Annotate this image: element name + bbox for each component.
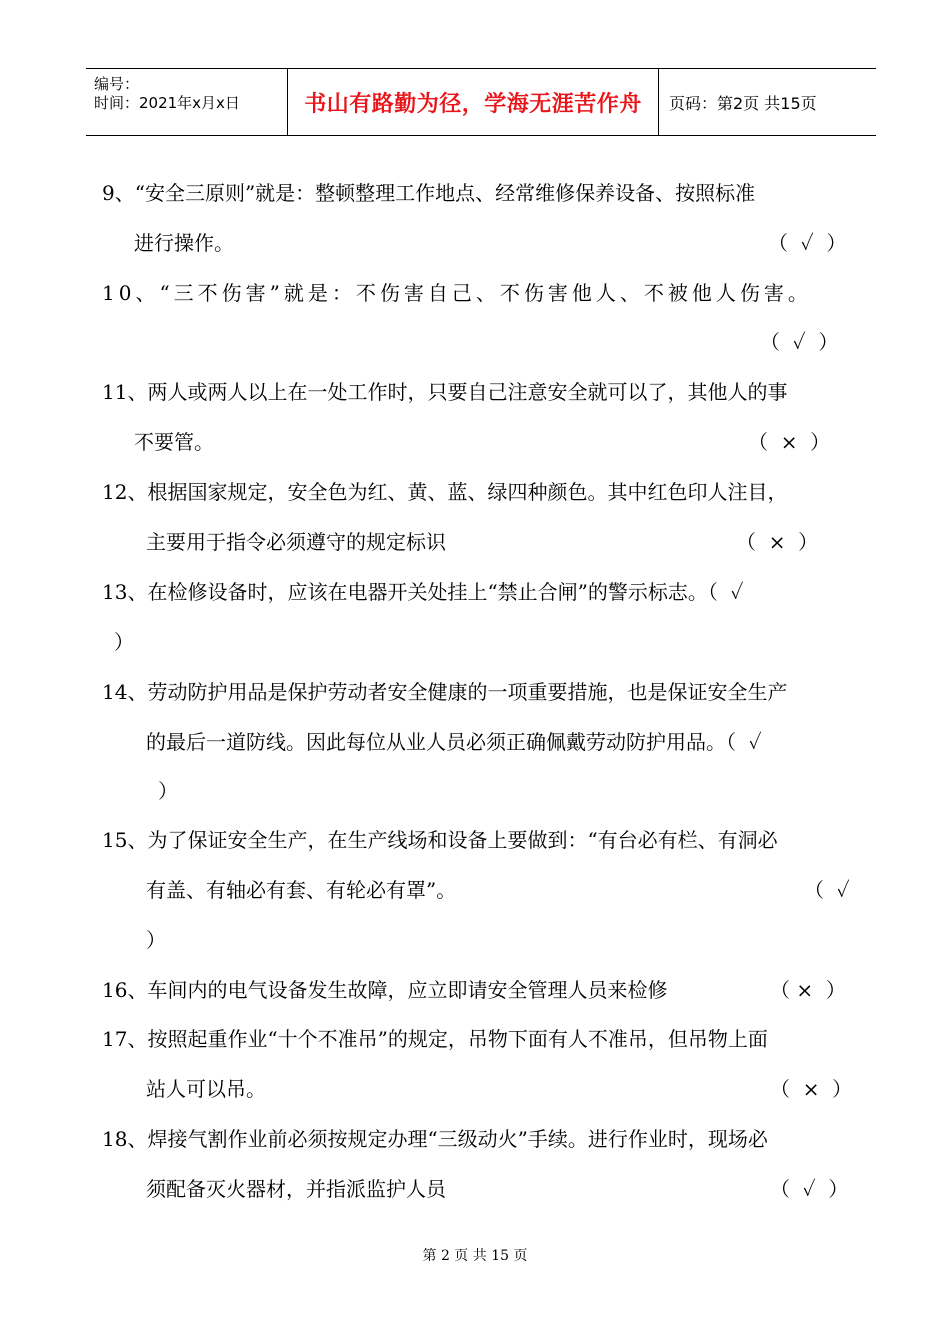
question-18-answer: （ ✓ ） [770, 1177, 849, 1201]
header-meta-cell [86, 69, 288, 135]
question-12-line-2: 主要用于指令必须遵守的规定标识 [146, 530, 446, 554]
question-15-line-1: 15、为了保证安全生产，在生产线场和设备上要做到：“有台必有栏、有洞必 [102, 828, 778, 852]
question-15-line-2: 有盖、有轴必有套、有轮必有罩”。 [146, 878, 457, 902]
question-14-line-3: ） [158, 779, 178, 803]
question-15-line-3: ） [146, 928, 166, 952]
question-17-line-2: 站人可以吊。 [146, 1077, 266, 1101]
header-motto-cell [288, 69, 659, 135]
question-12-answer: （ × ） [736, 530, 819, 554]
question-11-line-2: 不要管。 [134, 430, 214, 454]
question-9-line-1: 9、“安全三原则”就是：整顿整理工作地点、经常维修保养设备、按照标准 [102, 181, 756, 205]
question-13-line-2: ） [114, 630, 134, 654]
question-11-line-1: 11、两人或两人以上在一处工作时，只要自己注意安全就可以了，其他人的事 [102, 380, 788, 404]
question-14-line-2: 的最后一道防线。因此每位从业人员必须正确佩戴劳动防护用品。（ ✓ [146, 730, 762, 754]
time-label: 时间：2021年x月x日 [94, 94, 240, 112]
question-17-line-1: 17、按照起重作业“十个不准吊”的规定，吊物下面有人不准吊，但吊物上面 [102, 1027, 768, 1051]
motto: 书山有路勤为径，学海无涯苦作舟 [304, 91, 642, 117]
question-11-answer: （ × ） [748, 430, 831, 454]
question-15-answer: （ ✓ [804, 878, 850, 902]
question-16-answer: （ × ） [770, 978, 846, 1002]
question-17-answer: （ × ） [770, 1077, 853, 1101]
question-18-line-1: 18、焊接气割作业前必须按规定办理“三级动火”手续。进行作业时，现场必 [102, 1127, 768, 1151]
question-18-line-2: 须配备灭火器材，并指派监护人员 [146, 1177, 446, 1201]
question-9-line-2: 进行操作。 [134, 231, 234, 255]
number-label: 编号： [94, 75, 140, 93]
question-13-line-1: 13、在检修设备时，应该在电器开关处挂上“禁止合闸”的警示标志。（ ✓ [102, 580, 744, 604]
question-10-line-1: 10、“三不伤害”就是：不伤害自己、不伤害他人、不被他人伤害。 [102, 281, 812, 305]
question-16-line-1: 16、车间内的电气设备发生故障，应立即请安全管理人员来检修 [102, 978, 668, 1002]
question-12-line-1: 12、根据国家规定，安全色为红、黄、蓝、绿四种颜色。其中红色印人注目， [102, 480, 788, 504]
question-14-line-1: 14、劳动防护用品是保护劳动者安全健康的一项重要措施，也是保证安全生产 [102, 680, 788, 704]
question-9-answer: （ ✓ ） [768, 231, 847, 255]
header-page-cell [659, 69, 876, 135]
page-label: 页码：第2页 共15页 [669, 93, 817, 113]
page-footer: 第 2 页 共 15 页 [422, 1248, 528, 1264]
page-header [86, 68, 876, 136]
question-10-answer: （ ✓ ） [760, 330, 839, 354]
